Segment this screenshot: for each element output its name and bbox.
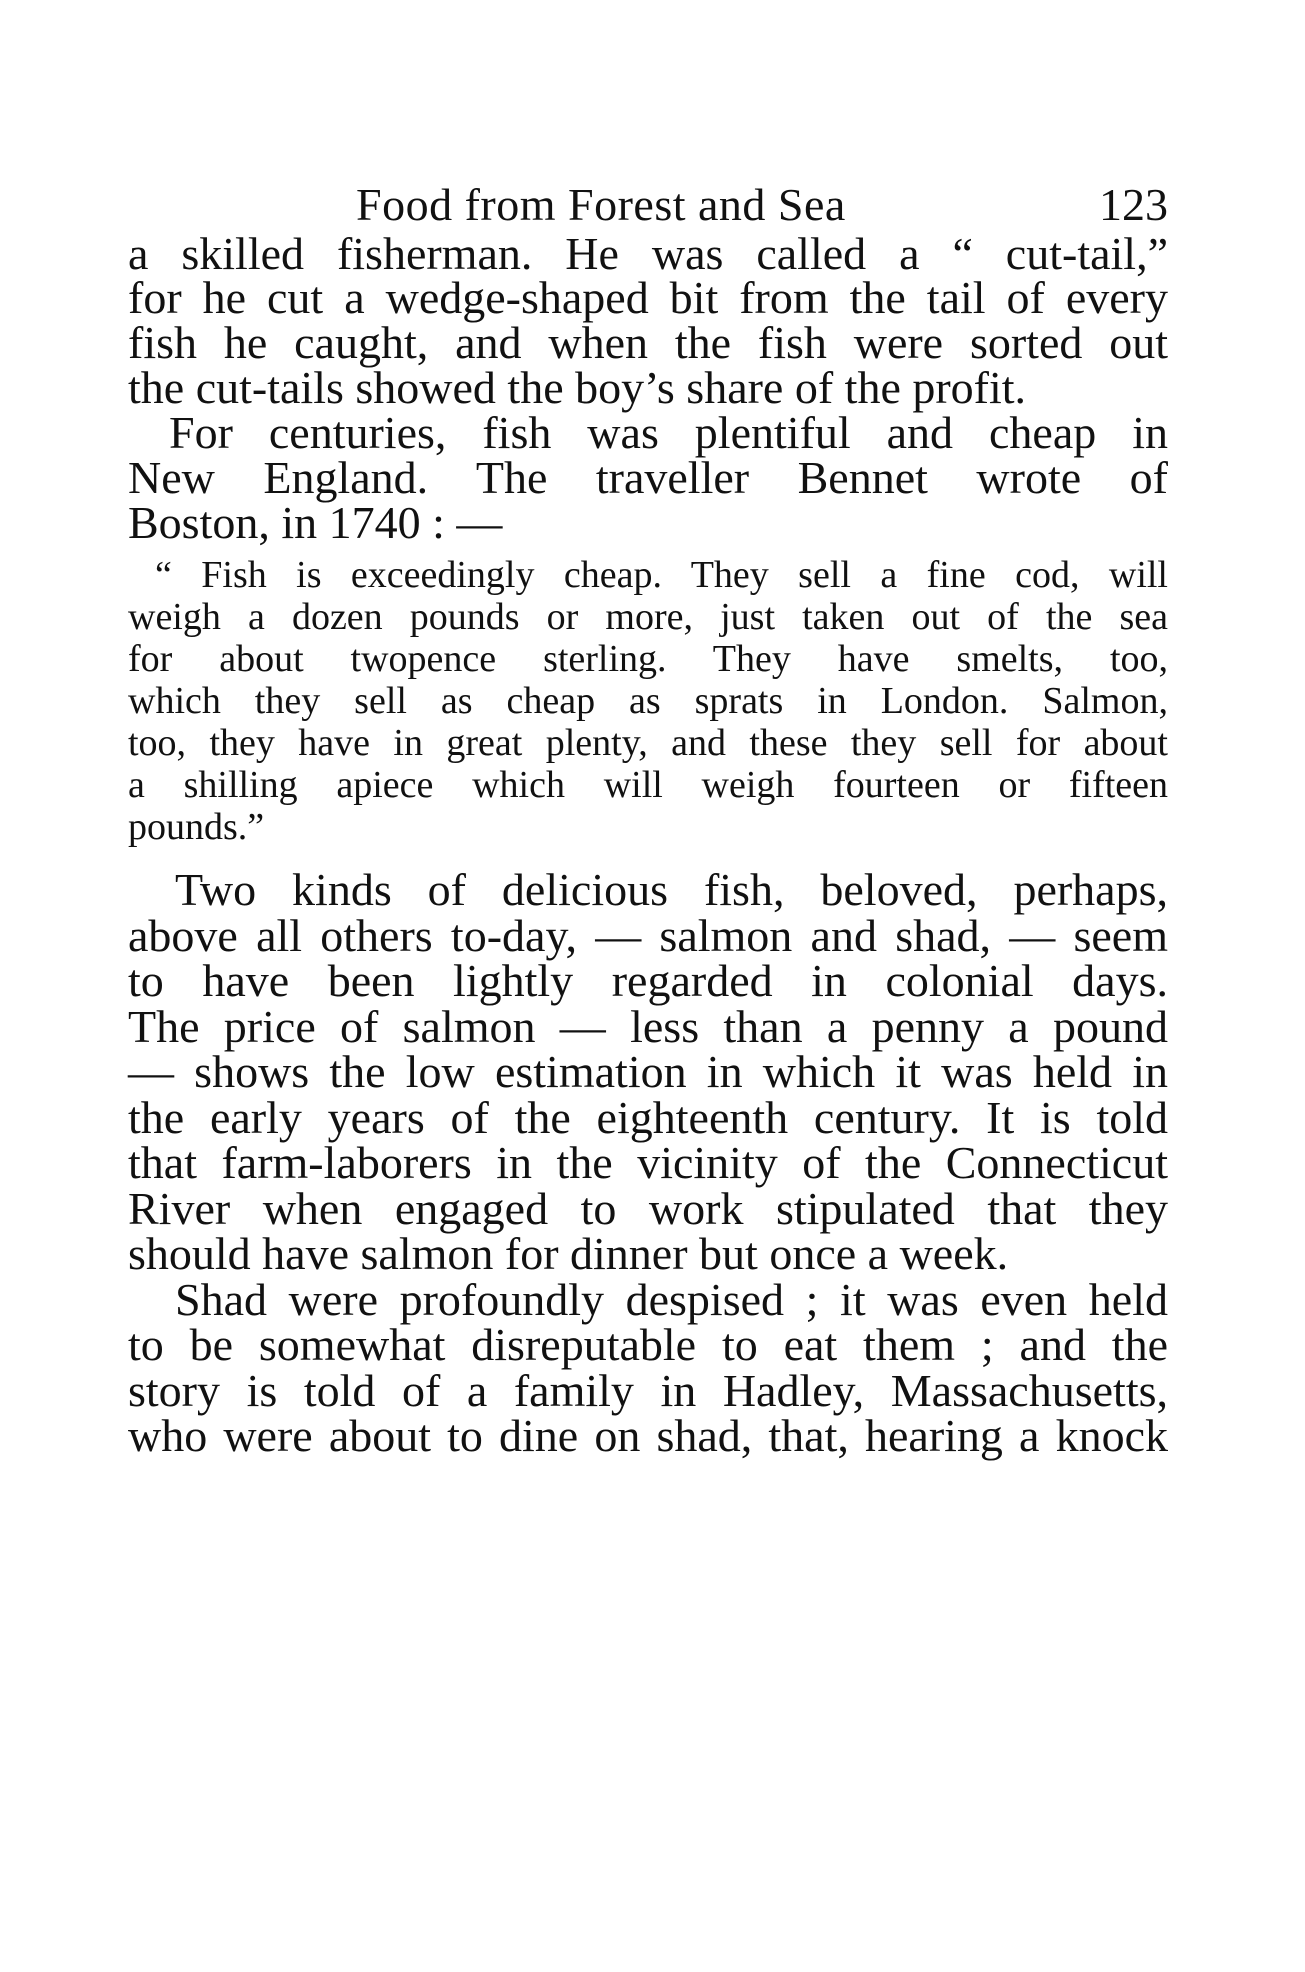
quote-line: pounds.” bbox=[128, 806, 265, 848]
text-line: to be somewhat disreputable to eat them ; and the bbox=[128, 1319, 1168, 1370]
quote-line: a shilling apiece which will weigh fourteen or fifteen bbox=[128, 764, 1168, 806]
text-line: Shad were profoundly despised ; it was even held bbox=[175, 1274, 1168, 1325]
quote-line: for about twopence sterling. They have smelts, too, bbox=[128, 638, 1168, 680]
text-line: story is told of a family in Hadley, Massachusetts, bbox=[128, 1365, 1168, 1416]
text-line: River when engaged to work stipulated that they bbox=[128, 1183, 1168, 1234]
text-line: the cut-tails showed the boy’s share of the profit. bbox=[128, 362, 1027, 413]
text-line: who were about to dine on shad, that, hearing a knock bbox=[128, 1410, 1168, 1461]
text-line: that farm-laborers in the vicinity of the Connecticut bbox=[128, 1137, 1168, 1188]
text-line: For centuries, fish was plentiful and cheap in bbox=[169, 407, 1168, 458]
text-line: Two kinds of delicious fish, beloved, perhaps, bbox=[175, 864, 1168, 915]
text-line: New England. The traveller Bennet wrote of bbox=[128, 452, 1168, 503]
text-line: should have salmon for dinner but once a week. bbox=[128, 1228, 1009, 1279]
quote-line: weigh a dozen pounds or more, just taken out of the sea bbox=[128, 596, 1168, 638]
page-number: 123 bbox=[1099, 179, 1168, 230]
quote-line: which they sell as cheap as sprats in London. Salmon, bbox=[128, 680, 1168, 722]
text-line: for he cut a wedge-shaped bit from the tail of every bbox=[128, 272, 1168, 323]
text-line: a skilled fisherman. He was called a “ cut-tail,” bbox=[128, 228, 1168, 279]
text-line: Boston, in 1740 : — bbox=[128, 497, 503, 548]
quote-line: “ Fish is exceedingly cheap. They sell a fine cod, will bbox=[155, 554, 1168, 596]
text-line: — shows the low estimation in which it was held in bbox=[128, 1046, 1168, 1097]
text-line: the early years of the eighteenth century. It is told bbox=[128, 1092, 1168, 1143]
text-line: fish he caught, and when the fish were sorted out bbox=[128, 317, 1168, 368]
running-title: Food from Forest and Sea bbox=[356, 179, 846, 230]
quote-line: too, they have in great plenty, and these they sell for about bbox=[128, 722, 1168, 764]
text-line: to have been lightly regarded in colonial days. bbox=[128, 955, 1168, 1006]
text-line: The price of salmon — less than a penny a pound bbox=[128, 1001, 1168, 1052]
text-line: above all others to-day, — salmon and shad, — seem bbox=[128, 910, 1168, 961]
